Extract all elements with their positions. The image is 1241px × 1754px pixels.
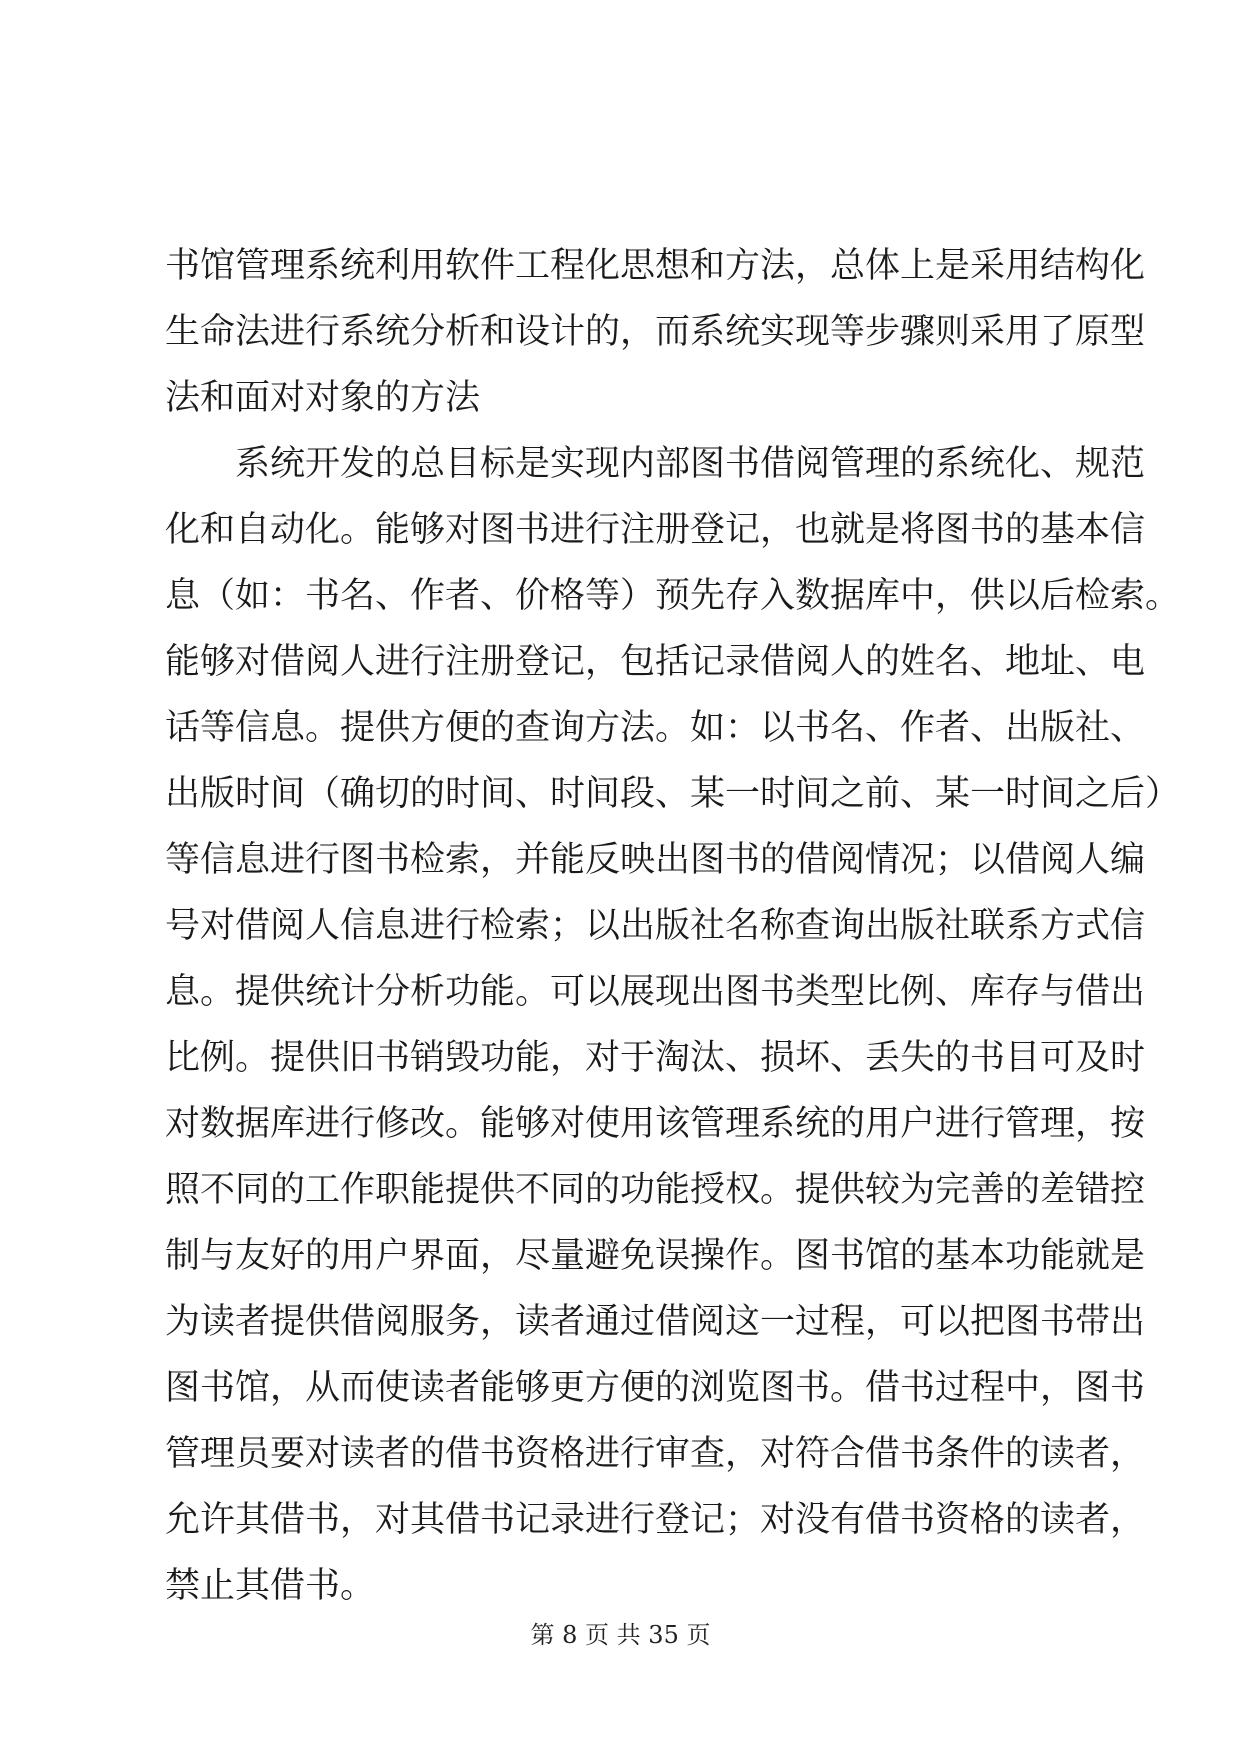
page-number: 第 8 页 共 35 页 [530,1621,711,1649]
paragraph-line: 等信息进行图书检索，并能反映出图书的借阅情况；以借阅人编 [165,840,1146,880]
paragraph-line: 书馆管理系统利用软件工程化思想和方法，总体上是采用结构化 [165,246,1146,286]
paragraph-line: 对数据库进行修改。能够对使用该管理系统的用户进行管理，按 [165,1104,1146,1144]
body-text [165,233,1181,1619]
paragraph-line: 号对借阅人信息进行检索；以出版社名称查询出版社联系方式信 [165,906,1146,946]
paragraph-line: 能够对借阅人进行注册登记，包括记录借阅人的姓名、地址、电 [165,642,1146,682]
paragraph-line: 为读者提供借阅服务，读者通过借阅这一过程，可以把图书带出 [165,1302,1146,1342]
paragraph-line: 生命法进行系统分析和设计的，而系统实现等步骤则采用了原型 [165,312,1146,352]
paragraph-line: 系统开发的总目标是实现内部图书借阅管理的系统化、规范 [235,444,1146,484]
paragraph-1 [165,233,1146,431]
paragraph-line: 照不同的工作职能提供不同的功能授权。提供较为完善的差错控 [165,1170,1146,1210]
paragraph-line: 化和自动化。能够对图书进行注册登记，也就是将图书的基本信 [165,510,1146,550]
paragraph-line: 制与友好的用户界面，尽量避免误操作。图书馆的基本功能就是 [165,1236,1146,1276]
paragraph-line: 图书馆，从而使读者能够更方便的浏览图书。借书过程中，图书 [165,1368,1146,1408]
paragraph-line: 管理员要对读者的借书资格进行审查，对符合借书条件的读者， [165,1434,1146,1474]
paragraph-line: 出版时间（确切的时间、时间段、某一时间之前、某一时间之后） [165,774,1181,814]
paragraph-line: 允许其借书，对其借书记录进行登记；对没有借书资格的读者， [165,1500,1146,1540]
paragraph-line: 法和面对对象的方法 [165,378,481,418]
paragraph-line: 禁止其借书。 [165,1566,376,1606]
paragraph-line: 息。提供统计分析功能。可以展现出图书类型比例、库存与借出 [165,972,1146,1012]
paragraph-line: 话等信息。提供方便的查询方法。如：以书名、作者、出版社、 [165,708,1146,748]
paragraph-line: 比例。提供旧书销毁功能，对于淘汰、损坏、丢失的书目可及时 [165,1038,1146,1078]
paragraph-line: 息（如：书名、作者、价格等）预先存入数据库中，供以后检索。 [165,576,1181,616]
page-footer [0,1615,1241,1650]
paragraph-2 [165,431,1181,1619]
